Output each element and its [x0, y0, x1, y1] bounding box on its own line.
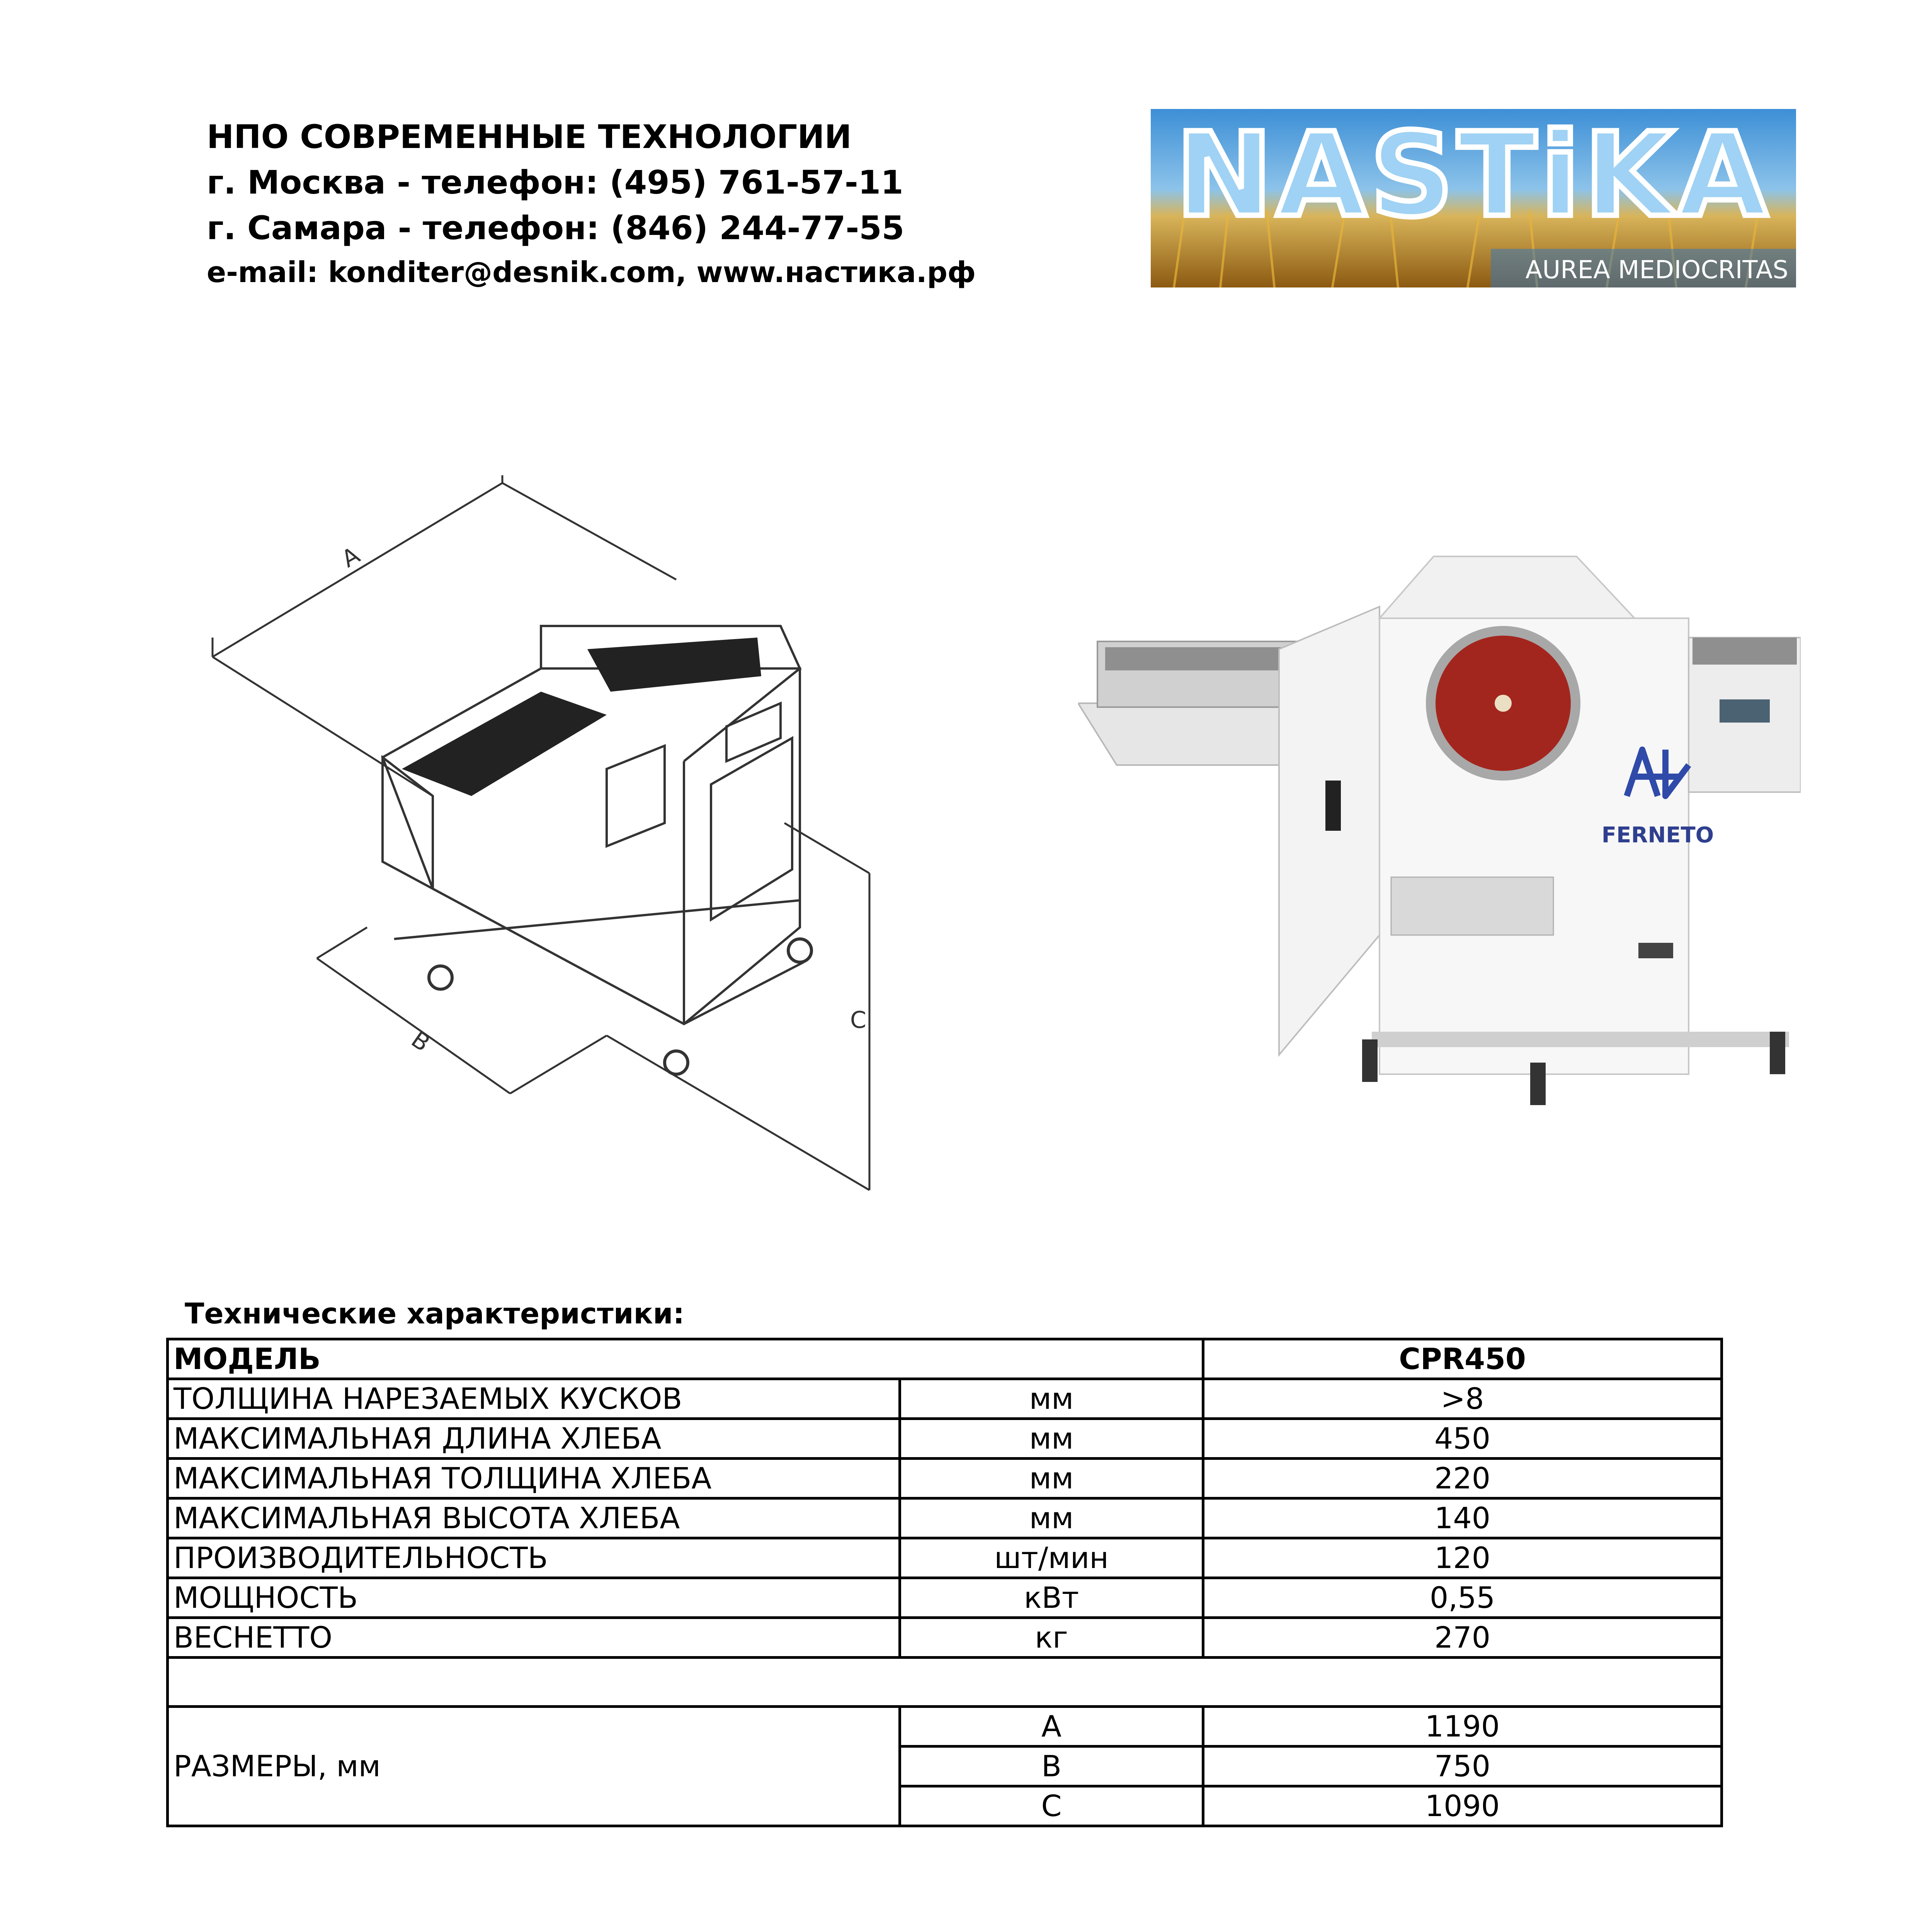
nastika-logo — [1151, 109, 1796, 287]
table-row — [168, 1419, 1722, 1459]
dimension-label-b: B — [406, 1026, 435, 1057]
spacer-row — [168, 1658, 1722, 1707]
param-unit: мм — [900, 1459, 1203, 1498]
param-value: 0,55 — [1203, 1578, 1722, 1618]
table-row — [168, 1538, 1722, 1578]
specs-title: Технические характеристики: — [185, 1297, 685, 1330]
product-photo — [1078, 549, 1801, 1155]
model-name: CPR450 — [1203, 1339, 1722, 1379]
param-value: >8 — [1203, 1379, 1722, 1419]
dimension-row — [168, 1707, 1722, 1747]
dimension-label-a: A — [337, 541, 365, 573]
model-label: МОДЕЛЬ — [168, 1339, 1203, 1379]
machine-line-drawing — [201, 475, 935, 1209]
samara-phone: г. Самара - телефон: (846) 244-77-55 — [207, 209, 905, 247]
logo-wordmark: NASTiKA — [1175, 109, 1771, 243]
moscow-phone: г. Москва - телефон: (495) 761-57-11 — [207, 163, 903, 201]
dimension-drawing — [201, 475, 935, 1209]
logo-tagline: AUREA MEDIOCRITAS — [1525, 256, 1788, 284]
param-value: 120 — [1203, 1538, 1722, 1578]
table-row — [168, 1379, 1722, 1419]
param-value: 220 — [1203, 1459, 1722, 1498]
param-unit: мм — [900, 1379, 1203, 1419]
photo-brand-label: FERNETO — [1601, 823, 1714, 848]
dimension-name: C — [900, 1786, 1203, 1826]
specs-header-row — [168, 1339, 1722, 1379]
table-row — [168, 1578, 1722, 1618]
param-name: МАКСИМАЛЬНАЯ ВЫСОТА ХЛЕБА — [168, 1498, 900, 1538]
param-value: 270 — [1203, 1618, 1722, 1658]
param-name: МАКСИМАЛЬНАЯ ТОЛЩИНА ХЛЕБА — [168, 1459, 900, 1498]
table-row — [168, 1459, 1722, 1498]
dimension-name: B — [900, 1747, 1203, 1786]
param-name: ВЕСНЕТТО — [168, 1618, 900, 1658]
param-unit: кВт — [900, 1578, 1203, 1618]
param-unit: мм — [900, 1419, 1203, 1459]
company-name: НПО СОВРЕМЕННЫЕ ТЕХНОЛОГИИ — [207, 118, 852, 156]
logo-banner-graphic — [1151, 109, 1796, 287]
dimension-label-c: C — [850, 1007, 866, 1034]
dimension-value: 1190 — [1203, 1707, 1722, 1747]
dimension-value: 750 — [1203, 1747, 1722, 1786]
spacer-cell — [168, 1658, 1722, 1707]
param-unit: шт/мин — [900, 1538, 1203, 1578]
param-name: ТОЛЩИНА НАРЕЗАЕМЫХ КУСКОВ — [168, 1379, 900, 1419]
param-value: 140 — [1203, 1498, 1722, 1538]
specs-table — [166, 1338, 1723, 1827]
table-row — [168, 1618, 1722, 1658]
dimension-name: A — [900, 1707, 1203, 1747]
param-name: МОЩНОСТЬ — [168, 1578, 900, 1618]
dimensions-label: РАЗМЕРЫ, мм — [168, 1707, 900, 1826]
param-unit: мм — [900, 1498, 1203, 1538]
param-name: МАКСИМАЛЬНАЯ ДЛИНА ХЛЕБА — [168, 1419, 900, 1459]
param-value: 450 — [1203, 1419, 1722, 1459]
bread-slicer-illustration — [1078, 549, 1801, 1155]
param-name: ПРОИЗВОДИТЕЛЬНОСТЬ — [168, 1538, 900, 1578]
company-header — [207, 114, 976, 294]
email-and-website: e-mail: konditer@desnik.com, www.настика.рф — [207, 256, 976, 289]
dimension-value: 1090 — [1203, 1786, 1722, 1826]
table-row — [168, 1498, 1722, 1538]
param-unit: кг — [900, 1618, 1203, 1658]
